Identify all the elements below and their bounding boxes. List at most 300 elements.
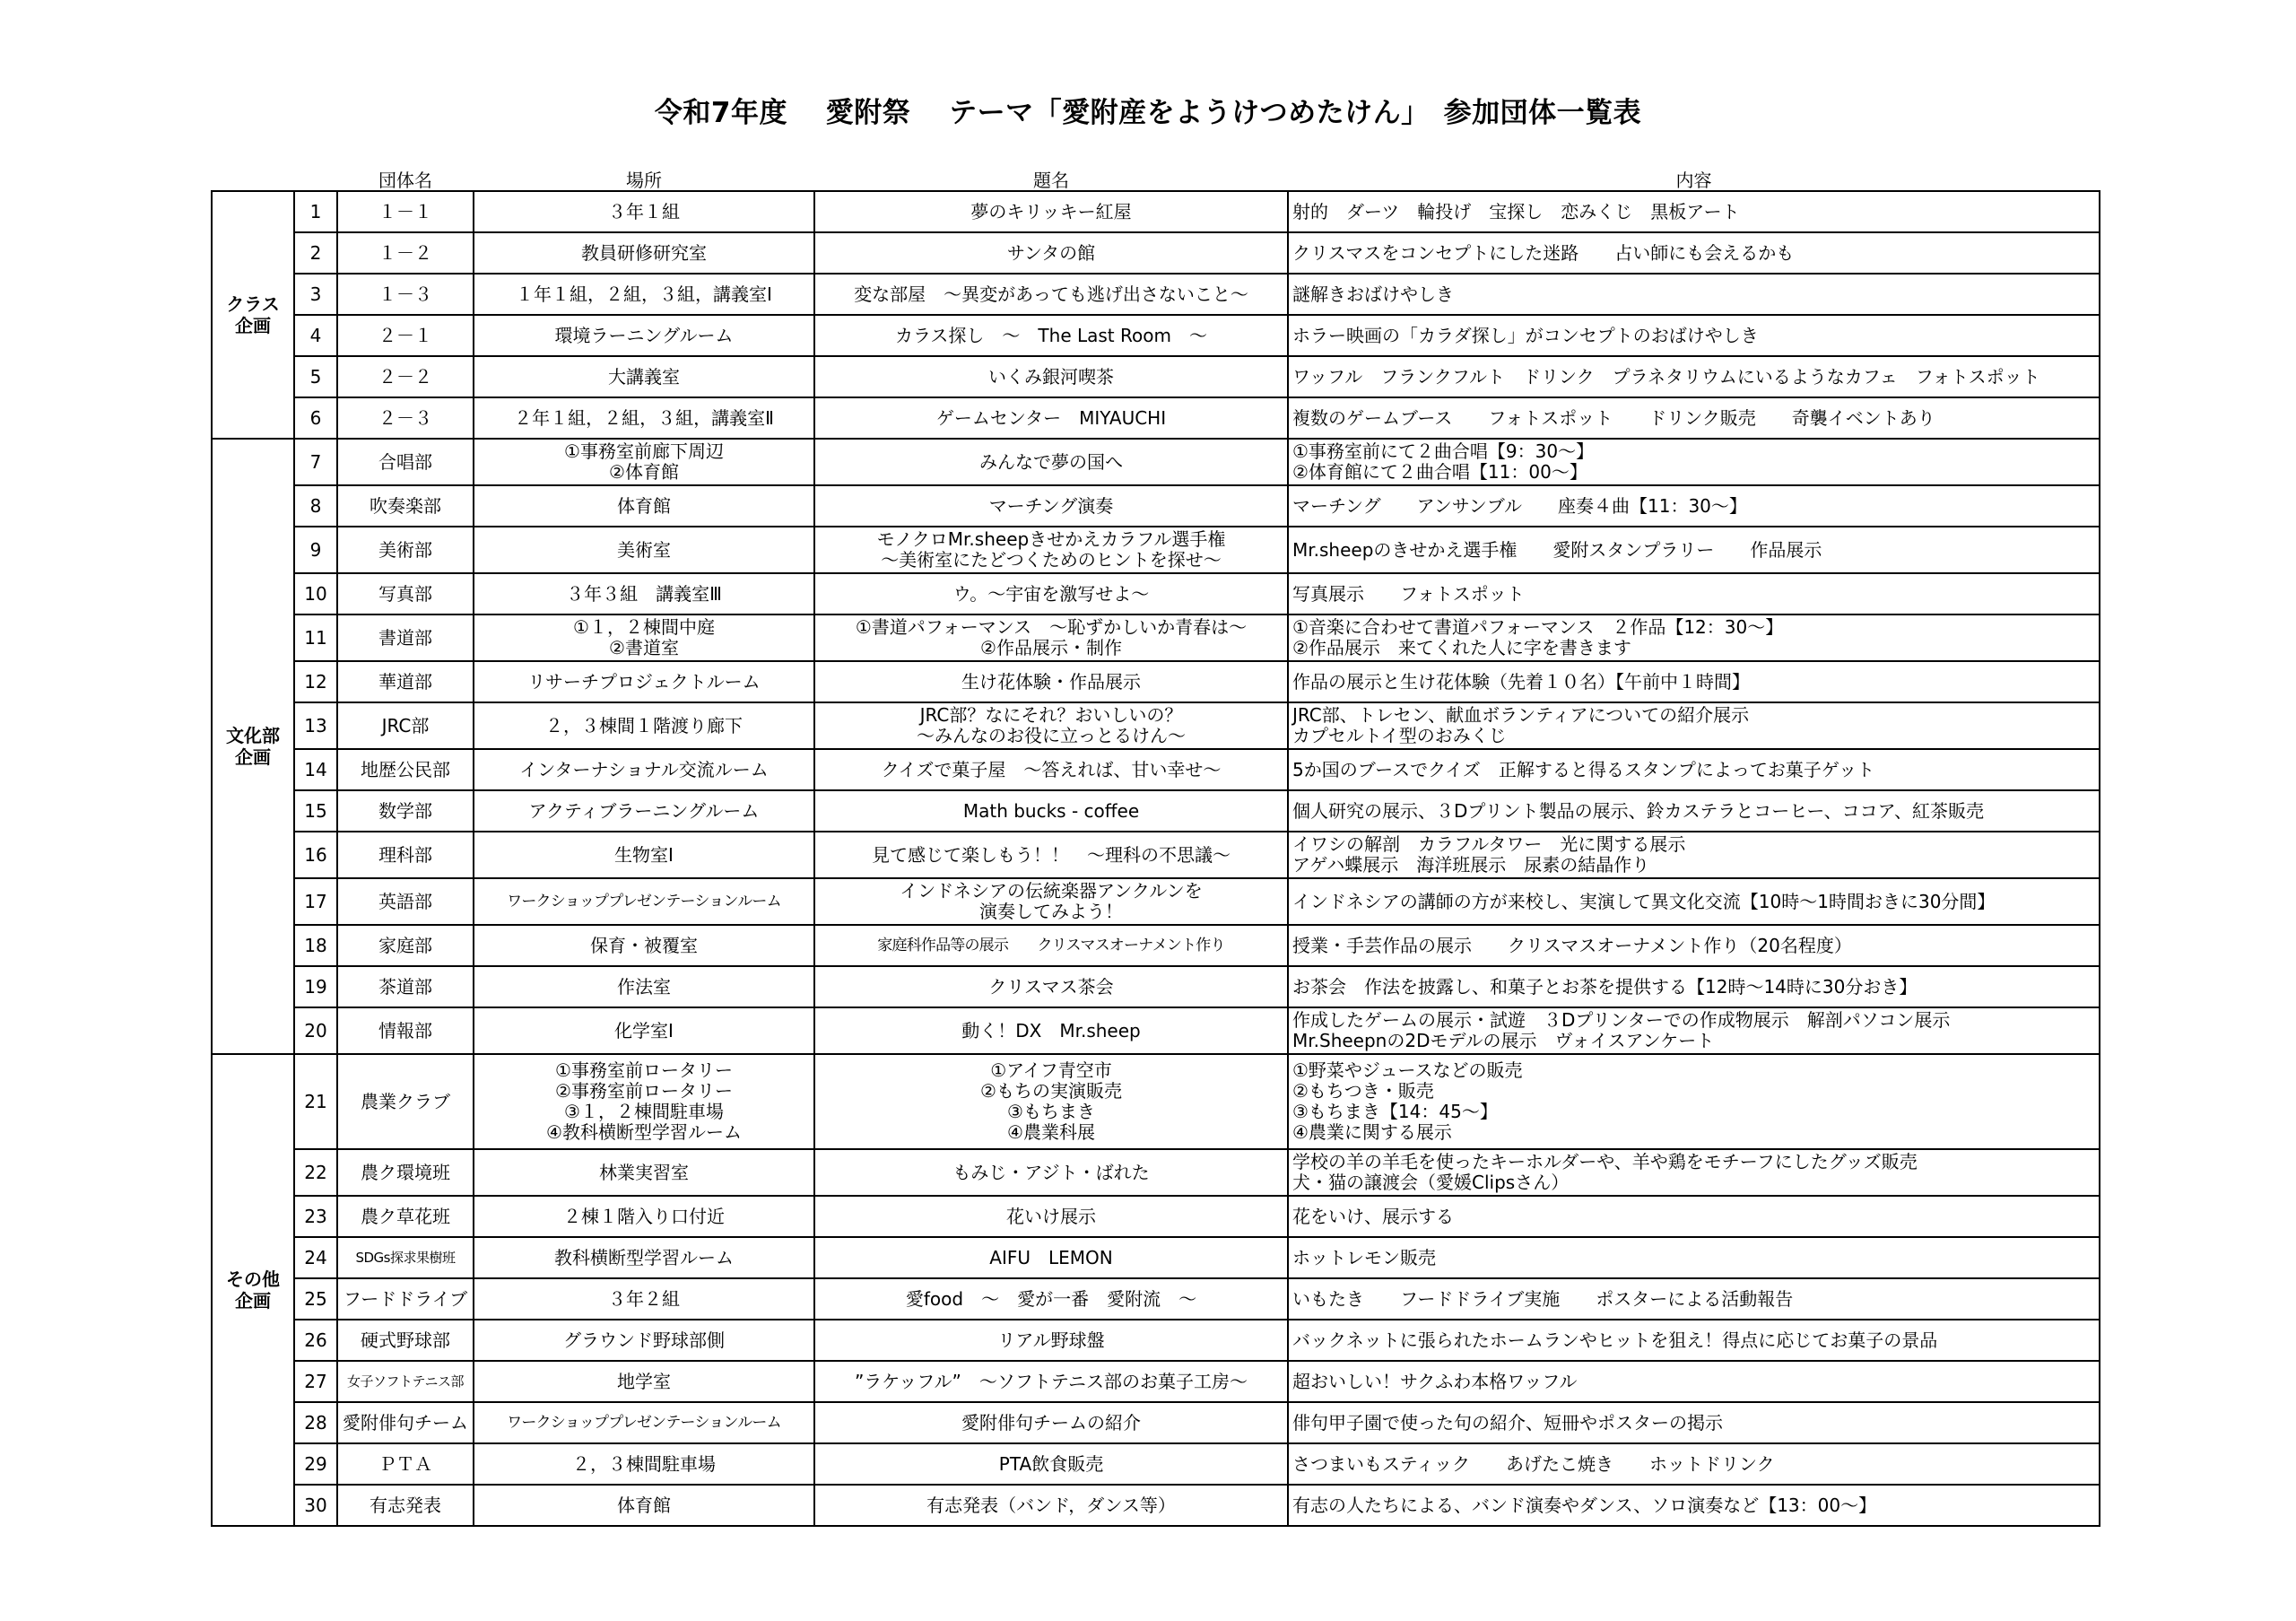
content-cell-line: ②もちつき・販売 bbox=[1292, 1080, 1434, 1102]
table-row bbox=[212, 832, 2100, 878]
content-cell bbox=[1288, 573, 2100, 614]
group-name: 女子ソフトテニス部 bbox=[337, 1361, 474, 1402]
content-cell bbox=[1288, 966, 2100, 1007]
content-cell bbox=[1288, 1278, 2100, 1320]
theme-cell-line: ～美術室にたどつくためのヒントを探せ～ bbox=[881, 549, 1222, 571]
group-name: １－１ bbox=[337, 191, 474, 232]
group-name: SDGs探求果樹班 bbox=[337, 1237, 474, 1278]
group-name: １－２ bbox=[337, 232, 474, 274]
theme-cell bbox=[814, 573, 1288, 614]
place-cell-line: ２棟１階入り口付近 bbox=[563, 1205, 725, 1227]
place-cell bbox=[474, 1054, 814, 1149]
place-cell-line: インターナショナル交流ルーム bbox=[519, 758, 769, 780]
theme-cell-line: ”ラケッフル” ～ソフトテニス部のお菓子工房～ bbox=[854, 1370, 1248, 1392]
group-name: 理科部 bbox=[337, 832, 474, 878]
theme-cell-line: クイズで菓子屋 ～答えれば、甘い幸せ～ bbox=[881, 758, 1222, 780]
row-number: 20 bbox=[294, 1007, 337, 1054]
theme-cell-line: インドネシアの伝統楽器アンクルンを bbox=[900, 880, 1203, 902]
content-cell bbox=[1288, 1485, 2100, 1526]
place-cell bbox=[474, 790, 814, 832]
group-label bbox=[212, 1054, 294, 1526]
table-row bbox=[212, 1361, 2100, 1402]
content-cell bbox=[1288, 1361, 2100, 1402]
group-label-line: 企画 bbox=[235, 1290, 271, 1312]
header-theme: 題名 bbox=[1033, 170, 1069, 191]
group-name: 数学部 bbox=[337, 790, 474, 832]
theme-cell-line: ①書道パフォーマンス ～恥ずかしいか青春は～ bbox=[855, 616, 1248, 638]
page-title: 令和7年度 愛附祭 テーマ「愛附産をようけつめたけん」 参加団体一覧表 bbox=[654, 97, 1642, 129]
group-label-line: 企画 bbox=[235, 746, 271, 768]
row-number: 17 bbox=[294, 878, 337, 925]
group-name: 有志発表 bbox=[337, 1485, 474, 1526]
content-cell-line: ワッフル フランクフルト ドリンク プラネタリウムにいるようなカフェ フォトスポット bbox=[1292, 365, 2040, 388]
theme-cell bbox=[814, 232, 1288, 274]
content-cell-line: 学校の羊の羊毛を使ったキーホルダーや、羊や鶏をモチーフにしたグッズ販売 bbox=[1292, 1151, 1918, 1172]
place-cell-line: ①１，２棟間中庭 bbox=[573, 616, 715, 638]
place-cell-line: 美術室 bbox=[617, 538, 671, 561]
row-number: 5 bbox=[294, 356, 337, 397]
content-cell-line: Mr.sheepのきせかえ選手権 愛附スタンプラリー 作品展示 bbox=[1292, 538, 1822, 561]
theme-cell-line: ②作品展示・制作 bbox=[980, 637, 1122, 658]
theme-cell bbox=[814, 702, 1288, 749]
theme-cell bbox=[814, 315, 1288, 356]
table-row bbox=[212, 315, 2100, 356]
place-cell-line: ③１，２棟間駐車場 bbox=[564, 1101, 724, 1122]
content-cell-line: 謎解きおばけやしき bbox=[1292, 283, 1454, 305]
group-name: フードドライブ bbox=[337, 1278, 474, 1320]
content-cell-line: 花をいけ、展示する bbox=[1292, 1205, 1454, 1227]
theme-cell bbox=[814, 439, 1288, 485]
content-cell bbox=[1288, 1196, 2100, 1237]
table-row bbox=[212, 1196, 2100, 1237]
content-cell bbox=[1288, 749, 2100, 790]
theme-cell-line: ②もちの実演販売 bbox=[980, 1080, 1122, 1102]
theme-cell bbox=[814, 1320, 1288, 1361]
content-cell bbox=[1288, 232, 2100, 274]
theme-cell-line: 有志発表（バンド，ダンス等） bbox=[926, 1494, 1176, 1516]
group-name: ２－３ bbox=[337, 397, 474, 439]
place-cell bbox=[474, 1278, 814, 1320]
place-cell bbox=[474, 661, 814, 702]
content-cell-line: 複数のゲームブース フォトスポット ドリンク販売 奇襲イベントあり bbox=[1292, 406, 1935, 429]
content-cell-line: 個人研究の展示、３Dプリント製品の展示、鈴カステラとコーヒー、ココア、紅茶販売 bbox=[1292, 799, 1984, 822]
header-name: 団体名 bbox=[378, 170, 432, 191]
place-cell bbox=[474, 749, 814, 790]
row-number: 11 bbox=[294, 614, 337, 661]
place-cell-line: 教員研修研究室 bbox=[581, 241, 707, 264]
place-cell-line: 体育館 bbox=[617, 1494, 671, 1516]
place-cell bbox=[474, 315, 814, 356]
theme-cell-line: 愛food ～ 愛が一番 愛附流 ～ bbox=[905, 1287, 1197, 1310]
table-row bbox=[212, 1054, 2100, 1149]
place-cell-line: １年１組，２組，３組，講義室Ⅰ bbox=[516, 283, 772, 305]
row-number: 26 bbox=[294, 1320, 337, 1361]
group-label-line: 企画 bbox=[235, 315, 271, 336]
theme-cell bbox=[814, 661, 1288, 702]
place-cell-line: 化学室Ⅰ bbox=[614, 1019, 674, 1041]
theme-cell-line: ゲームセンター MIYAUCHI bbox=[935, 406, 1167, 429]
content-cell-line: ①音楽に合わせて書道パフォーマンス ２作品【12：30～】 bbox=[1292, 616, 1784, 638]
content-cell bbox=[1288, 1149, 2100, 1196]
content-cell-line: 作品の展示と生け花体験（先着１０名）【午前中１時間】 bbox=[1292, 670, 1750, 693]
theme-cell-line: 見て感じて楽しもう！！ ～理科の不思議～ bbox=[872, 843, 1231, 866]
table-row bbox=[212, 439, 2100, 485]
row-number: 23 bbox=[294, 1196, 337, 1237]
content-cell-line: ②体育館にて２曲合唱【11：00～】 bbox=[1292, 461, 1587, 483]
theme-cell bbox=[814, 1402, 1288, 1443]
group-name: １－３ bbox=[337, 274, 474, 315]
group-name: 書道部 bbox=[337, 614, 474, 661]
table-row bbox=[212, 925, 2100, 966]
table-row bbox=[212, 191, 2100, 232]
row-number: 19 bbox=[294, 966, 337, 1007]
place-cell bbox=[474, 191, 814, 232]
content-cell-line: JRC部、トレセン、献血ボランティアについての紹介展示 bbox=[1292, 704, 1750, 726]
content-cell bbox=[1288, 702, 2100, 749]
header-number bbox=[294, 170, 337, 191]
row-number: 18 bbox=[294, 925, 337, 966]
group-name: 美術部 bbox=[337, 527, 474, 573]
group-name: 情報部 bbox=[337, 1007, 474, 1054]
header-place: 場所 bbox=[626, 170, 662, 191]
theme-cell-line: 愛附俳句チームの紹介 bbox=[961, 1411, 1141, 1434]
group-name: JRC部 bbox=[337, 702, 474, 749]
table-row bbox=[212, 1320, 2100, 1361]
place-cell bbox=[474, 614, 814, 661]
place-cell bbox=[474, 439, 814, 485]
place-cell-line: 地学室 bbox=[617, 1370, 671, 1392]
table-row bbox=[212, 1485, 2100, 1526]
theme-cell bbox=[814, 966, 1288, 1007]
theme-cell bbox=[814, 790, 1288, 832]
theme-cell-line: ③もちまき bbox=[1007, 1101, 1095, 1122]
content-cell bbox=[1288, 315, 2100, 356]
content-cell bbox=[1288, 485, 2100, 527]
content-cell-line: 射的 ダーツ 輪投げ 宝探し 恋みくじ 黒板アート bbox=[1292, 200, 1740, 222]
row-number: 10 bbox=[294, 573, 337, 614]
theme-cell-line: Math bucks - coffee bbox=[962, 799, 1140, 822]
content-cell bbox=[1288, 439, 2100, 485]
content-cell-line: 有志の人たちによる、バンド演奏やダンス、ソロ演奏など【13：00～】 bbox=[1292, 1494, 1877, 1516]
header-content: 内容 bbox=[1675, 170, 1712, 191]
content-cell-line: クリスマスをコンセプトにした迷路 占い師にも会えるかも bbox=[1292, 241, 1795, 264]
table-row bbox=[212, 702, 2100, 749]
table-row bbox=[212, 614, 2100, 661]
place-cell-line: 保育・被覆室 bbox=[590, 934, 698, 956]
theme-cell-line: ①アイフ青空市 bbox=[990, 1059, 1112, 1081]
row-number: 12 bbox=[294, 661, 337, 702]
content-cell-line: 俳句甲子園で使った句の紹介、短冊やポスターの掲示 bbox=[1292, 1411, 1723, 1434]
row-number: 24 bbox=[294, 1237, 337, 1278]
content-cell bbox=[1288, 661, 2100, 702]
row-number: 22 bbox=[294, 1149, 337, 1196]
theme-cell-line: 家庭科作品等の展示 クリスマスオーナメント作り bbox=[877, 936, 1225, 954]
place-cell-line: 大講義室 bbox=[608, 365, 680, 388]
table-row bbox=[212, 1443, 2100, 1485]
place-cell bbox=[474, 702, 814, 749]
content-cell-line: マーチング アンサンブル 座奏４曲【11：30～】 bbox=[1292, 494, 1747, 517]
place-cell bbox=[474, 274, 814, 315]
theme-cell bbox=[814, 749, 1288, 790]
theme-cell bbox=[814, 397, 1288, 439]
content-cell bbox=[1288, 790, 2100, 832]
place-cell-line: 体育館 bbox=[617, 494, 671, 517]
group-label-line: その他 bbox=[226, 1268, 280, 1290]
table-row bbox=[212, 1402, 2100, 1443]
theme-cell bbox=[814, 1196, 1288, 1237]
table-row bbox=[212, 274, 2100, 315]
theme-cell bbox=[814, 1443, 1288, 1485]
theme-cell bbox=[814, 1361, 1288, 1402]
table-row bbox=[212, 356, 2100, 397]
row-number: 29 bbox=[294, 1443, 337, 1485]
content-cell-line: お茶会 作法を披露し、和菓子とお茶を提供する【12時～14時に30分おき】 bbox=[1292, 975, 1918, 998]
group-label-line: クラス bbox=[226, 293, 280, 315]
content-cell-line: 超おいしい！サクふわ本格ワッフル bbox=[1292, 1370, 1578, 1392]
row-number: 28 bbox=[294, 1402, 337, 1443]
group-label-line: 文化部 bbox=[226, 725, 280, 746]
content-cell bbox=[1288, 274, 2100, 315]
place-cell bbox=[474, 1402, 814, 1443]
table-row bbox=[212, 749, 2100, 790]
content-cell-line: Mr.Sheepnの2Dモデルの展示 ヴォイスアンケート bbox=[1292, 1030, 1715, 1051]
table-row bbox=[212, 1007, 2100, 1054]
row-number: 21 bbox=[294, 1054, 337, 1149]
theme-cell-line: サンタの館 bbox=[1006, 241, 1096, 264]
place-cell bbox=[474, 832, 814, 878]
group-name: 茶道部 bbox=[337, 966, 474, 1007]
theme-cell-line: 変な部屋 ～異変があっても逃げ出さないこと～ bbox=[854, 283, 1248, 305]
content-cell-line: カプセルトイ型のおみくじ bbox=[1292, 725, 1507, 746]
content-cell-line: ホットレモン販売 bbox=[1292, 1246, 1436, 1268]
place-cell-line: ワークショッププレゼンテーションルーム bbox=[507, 1413, 781, 1432]
place-cell-line: ①事務室前ロータリー bbox=[555, 1059, 733, 1081]
content-cell-line: ③もちまき【14：45～】 bbox=[1292, 1101, 1498, 1122]
place-cell bbox=[474, 356, 814, 397]
place-cell-line: 環境ラーニングルーム bbox=[554, 324, 734, 346]
place-cell bbox=[474, 397, 814, 439]
theme-cell bbox=[814, 1007, 1288, 1054]
theme-cell bbox=[814, 1237, 1288, 1278]
theme-cell-line: ウ。～宇宙を激写せよ～ bbox=[952, 582, 1150, 605]
place-cell-line: ２年１組，２組，３組，講義室Ⅱ bbox=[514, 406, 774, 429]
theme-cell-line: ～みんなのお役に立っとるけん～ bbox=[917, 725, 1186, 746]
content-cell-line: 5か国のブースでクイズ 正解すると得るスタンプによってお菓子ゲット bbox=[1292, 758, 1875, 780]
theme-cell bbox=[814, 1149, 1288, 1196]
group-name: 吹奏楽部 bbox=[337, 485, 474, 527]
row-number: 2 bbox=[294, 232, 337, 274]
place-cell-line: ３年１組 bbox=[608, 200, 680, 222]
theme-cell-line: もみじ・アジト・ばれた bbox=[952, 1161, 1150, 1183]
theme-cell bbox=[814, 1054, 1288, 1149]
place-cell-line: ワークショッププレゼンテーションルーム bbox=[507, 892, 781, 911]
place-cell-line: ３年３組 講義室Ⅲ bbox=[566, 582, 722, 605]
theme-cell bbox=[814, 1485, 1288, 1526]
group-name: 地歴公民部 bbox=[337, 749, 474, 790]
place-cell bbox=[474, 1443, 814, 1485]
place-cell-line: 生物室Ⅰ bbox=[614, 843, 674, 866]
group-name: 家庭部 bbox=[337, 925, 474, 966]
theme-cell bbox=[814, 274, 1288, 315]
row-number: 15 bbox=[294, 790, 337, 832]
group-label bbox=[212, 439, 294, 1054]
place-cell-line: 林業実習室 bbox=[599, 1161, 689, 1183]
place-cell bbox=[474, 485, 814, 527]
table-row bbox=[212, 1149, 2100, 1196]
theme-cell bbox=[814, 356, 1288, 397]
table-row bbox=[212, 397, 2100, 439]
place-cell-line: ２，３棟間１階渡り廊下 bbox=[545, 714, 743, 736]
header-group bbox=[212, 170, 294, 191]
content-cell bbox=[1288, 832, 2100, 878]
row-number: 1 bbox=[294, 191, 337, 232]
place-cell-line: ②体育館 bbox=[609, 461, 679, 483]
group-name: 合唱部 bbox=[337, 439, 474, 485]
theme-cell bbox=[814, 527, 1288, 573]
content-cell bbox=[1288, 527, 2100, 573]
theme-cell bbox=[814, 832, 1288, 878]
table-row bbox=[212, 485, 2100, 527]
group-name: 英語部 bbox=[337, 878, 474, 925]
content-cell bbox=[1288, 1443, 2100, 1485]
table-row bbox=[212, 966, 2100, 1007]
theme-cell-line: 生け花体験・作品展示 bbox=[961, 670, 1141, 693]
place-cell bbox=[474, 1320, 814, 1361]
content-cell bbox=[1288, 1007, 2100, 1054]
place-cell bbox=[474, 1149, 814, 1196]
content-cell bbox=[1288, 397, 2100, 439]
group-name: 愛附俳句チーム bbox=[337, 1402, 474, 1443]
theme-cell-line: ④農業科展 bbox=[1007, 1121, 1095, 1143]
place-cell-line: リサーチプロジェクトルーム bbox=[527, 670, 761, 693]
content-cell bbox=[1288, 1054, 2100, 1149]
theme-cell-line: 動く！DX Mr.sheep bbox=[961, 1019, 1141, 1041]
group-label bbox=[212, 191, 294, 439]
group-name: 農ク草花班 bbox=[337, 1196, 474, 1237]
content-cell-line: 授業・手芸作品の展示 クリスマスオーナメント作り（20名程度） bbox=[1292, 934, 1852, 956]
place-cell bbox=[474, 878, 814, 925]
theme-cell-line: JRC部？なにそれ？おいしいの？ bbox=[919, 704, 1183, 726]
content-cell bbox=[1288, 925, 2100, 966]
theme-cell-line: リアル野球盤 bbox=[997, 1329, 1105, 1351]
row-number: 13 bbox=[294, 702, 337, 749]
place-cell-line: アクティブラーニングルーム bbox=[528, 799, 760, 822]
group-name: 写真部 bbox=[337, 573, 474, 614]
place-cell-line: ②書道室 bbox=[609, 637, 679, 658]
participants-table bbox=[211, 170, 2100, 1527]
theme-cell-line: AIFU LEMON bbox=[989, 1246, 1113, 1268]
place-cell bbox=[474, 925, 814, 966]
theme-cell-line: クリスマス茶会 bbox=[988, 975, 1114, 998]
theme-cell-line: カラス探し ～ The Last Room ～ bbox=[895, 324, 1207, 346]
content-cell bbox=[1288, 1402, 2100, 1443]
group-name: ２－２ bbox=[337, 356, 474, 397]
content-cell-line: 犬・猫の譲渡会（愛媛Clipsさん） bbox=[1292, 1172, 1570, 1193]
theme-cell-line: 夢のキリッキー紅屋 bbox=[970, 200, 1132, 222]
row-number: 7 bbox=[294, 439, 337, 485]
row-number: 14 bbox=[294, 749, 337, 790]
group-name: 農ク環境班 bbox=[337, 1149, 474, 1196]
theme-cell-line: PTA飲食販売 bbox=[998, 1452, 1104, 1475]
table-row bbox=[212, 661, 2100, 702]
table-body bbox=[212, 191, 2100, 1526]
table-row bbox=[212, 527, 2100, 573]
content-cell-line: イワシの解剖 カラフルタワー 光に関する展示 bbox=[1292, 833, 1686, 855]
place-cell bbox=[474, 1485, 814, 1526]
content-cell-line: ホラー映画の「カラダ探し」がコンセプトのおばけやしき bbox=[1292, 324, 1759, 346]
theme-cell-line: 花いけ展示 bbox=[1006, 1205, 1096, 1227]
group-name: 華道部 bbox=[337, 661, 474, 702]
place-cell-line: 作法室 bbox=[617, 975, 671, 998]
group-name: 硬式野球部 bbox=[337, 1320, 474, 1361]
place-cell-line: ④教科横断型学習ルーム bbox=[546, 1121, 742, 1143]
content-cell-line: ①事務室前にて２曲合唱【9：30～】 bbox=[1292, 440, 1595, 462]
place-cell bbox=[474, 1237, 814, 1278]
row-number: 4 bbox=[294, 315, 337, 356]
content-cell bbox=[1288, 878, 2100, 925]
place-cell bbox=[474, 232, 814, 274]
table-row bbox=[212, 1278, 2100, 1320]
content-cell-line: ④農業に関する展示 bbox=[1292, 1121, 1452, 1143]
content-cell-line: さつまいもスティック あげたこ焼き ホットドリンク bbox=[1292, 1452, 1775, 1475]
content-cell-line: ①野菜やジュースなどの販売 bbox=[1292, 1059, 1523, 1081]
place-cell-line: ②事務室前ロータリー bbox=[555, 1080, 733, 1102]
theme-cell-line: いくみ銀河喫茶 bbox=[988, 365, 1114, 388]
content-cell bbox=[1288, 614, 2100, 661]
group-name: ２－１ bbox=[337, 315, 474, 356]
table-row bbox=[212, 878, 2100, 925]
theme-cell-line: マーチング演奏 bbox=[988, 494, 1114, 517]
place-cell-line: ２，３棟間駐車場 bbox=[572, 1452, 716, 1475]
place-cell-line: ３年２組 bbox=[608, 1287, 680, 1310]
content-cell bbox=[1288, 356, 2100, 397]
place-cell bbox=[474, 1007, 814, 1054]
table-row bbox=[212, 790, 2100, 832]
row-number: 3 bbox=[294, 274, 337, 315]
place-cell-line: ①事務室前廊下周辺 bbox=[564, 440, 724, 462]
table-row bbox=[212, 573, 2100, 614]
place-cell bbox=[474, 527, 814, 573]
table-row bbox=[212, 1237, 2100, 1278]
theme-cell bbox=[814, 485, 1288, 527]
content-cell-line: バックネットに張られたホームランやヒットを狙え！得点に応じてお菓子の景品 bbox=[1292, 1329, 1938, 1351]
row-number: 9 bbox=[294, 527, 337, 573]
theme-cell-line: みんなで夢の国へ bbox=[979, 450, 1123, 473]
content-cell bbox=[1288, 1237, 2100, 1278]
header-row bbox=[212, 170, 2100, 191]
row-number: 27 bbox=[294, 1361, 337, 1402]
content-cell bbox=[1288, 191, 2100, 232]
place-cell bbox=[474, 1196, 814, 1237]
content-cell bbox=[1288, 1320, 2100, 1361]
place-cell-line: 教科横断型学習ルーム bbox=[554, 1246, 734, 1268]
row-number: 16 bbox=[294, 832, 337, 878]
content-cell-line: ②作品展示 来てくれた人に字を書きます bbox=[1292, 637, 1631, 658]
place-cell bbox=[474, 573, 814, 614]
row-number: 30 bbox=[294, 1485, 337, 1526]
place-cell bbox=[474, 1361, 814, 1402]
content-cell-line: アゲハ蝶展示 海洋班展示 尿素の結晶作り bbox=[1292, 854, 1650, 876]
theme-cell-line: モノクロMr.sheepきせかえカラフル選手権 bbox=[876, 528, 1226, 550]
group-name: 農業クラブ bbox=[337, 1054, 474, 1149]
row-number: 8 bbox=[294, 485, 337, 527]
theme-cell bbox=[814, 191, 1288, 232]
place-cell-line: グラウンド野球部側 bbox=[563, 1329, 725, 1351]
theme-cell bbox=[814, 878, 1288, 925]
theme-cell bbox=[814, 925, 1288, 966]
table-row bbox=[212, 232, 2100, 274]
row-number: 6 bbox=[294, 397, 337, 439]
